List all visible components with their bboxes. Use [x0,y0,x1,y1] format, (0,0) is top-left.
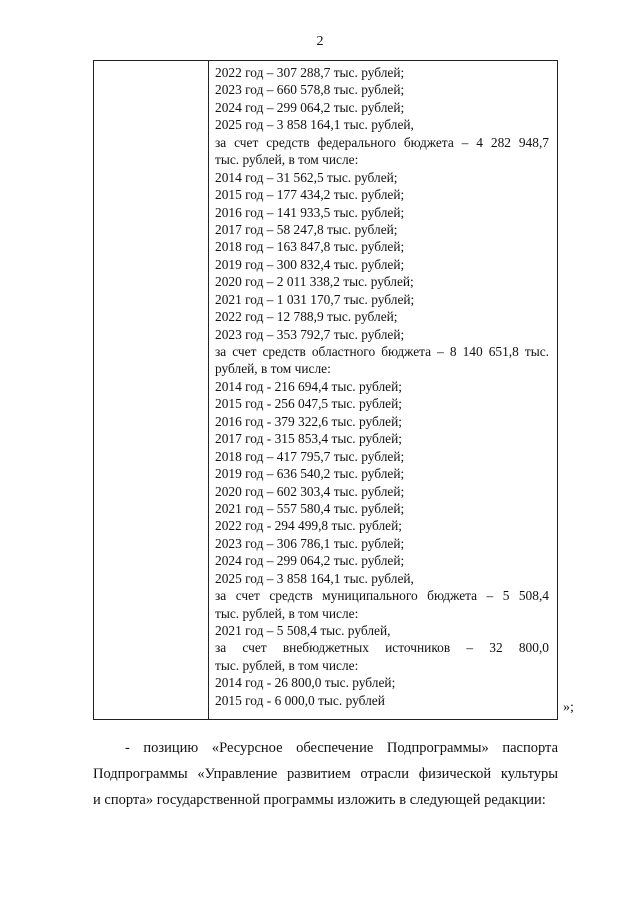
table-line: 2021 год – 1 031 170,7 тыс. рублей; [215,291,415,307]
funding-table [93,60,558,720]
table-line: 2015 год - 6 000,0 тыс. рублей [215,692,385,708]
table-line: 2021 год – 557 580,4 тыс. рублей; [215,500,405,516]
table-line: 2015 год - 256 047,5 тыс. рублей; [215,396,402,412]
table-line: 2023 год – 353 792,7 тыс. рублей; [215,326,405,342]
closing-quote-mark: »; [563,700,574,715]
table-line: 2021 год – 5 508,4 тыс. рублей, [215,623,391,638]
table-line: 2024 год – 299 064,2 тыс. рублей; [215,553,405,569]
table-line: 2025 год – 3 858 164,1 тыс. рублей, [215,117,414,133]
table-line: 2024 год – 299 064,2 тыс. рублей; [215,99,405,115]
table-line: 2018 год – 417 795,7 тыс. рублей; [215,448,405,464]
funding-details-cell [215,64,549,709]
table-line: за счет средств областного бюджета – 8 140 651,8 тыс. [215,344,549,359]
table-line: 2016 год – 141 933,5 тыс. рублей; [215,204,405,220]
table-line: за счет средств муниципального бюджета – 5 508,4 [215,588,549,604]
table-line: 2019 год – 636 540,2 тыс. рублей; [215,466,405,482]
table-line: 2014 год – 31 562,5 тыс. рублей; [215,169,398,185]
table-line: 2016 год - 379 322,6 тыс. рублей; [215,413,402,429]
table-line: 2019 год – 300 832,4 тыс. рублей; [215,256,405,272]
table-line: 2022 год – 12 788,9 тыс. рублей; [215,309,398,325]
table-line: 2017 год - 315 853,4 тыс. рублей; [215,431,402,447]
table-line: 2020 год – 2 011 338,2 тыс. рублей; [215,274,414,290]
table-line: рублей, в том числе: [215,361,331,377]
table-line: тыс. рублей, в том числе: [215,152,359,168]
table-line: тыс. рублей, в том числе: [215,657,359,673]
paragraph-line: и спорта» государственной программы изложить в следующей редакции: [93,792,546,808]
table-line: 2017 год – 58 247,8 тыс. рублей; [215,221,398,237]
table-line: 2023 год – 306 786,1 тыс. рублей; [215,535,405,551]
paragraph-line: - позицию «Ресурсное обеспечение Подпрограммы» паспорта [125,740,558,756]
table-line: 2022 год - 294 499,8 тыс. рублей; [215,518,402,534]
table-line: тыс. рублей, в том числе: [215,605,359,621]
table-line: 2014 год - 216 694,4 тыс. рублей; [215,378,402,394]
table-line: 2020 год – 602 303,4 тыс. рублей; [215,483,405,499]
table-line: 2018 год – 163 847,8 тыс. рублей; [215,239,405,255]
page-number: 2 [316,34,324,49]
table-line: 2022 год – 307 288,7 тыс. рублей; [215,65,405,80]
table-line: за счет внебюджетных источников – 32 800,0 [215,640,549,656]
table-line: 2014 год - 26 800,0 тыс. рублей; [215,675,396,691]
table-line: 2015 год – 177 434,2 тыс. рублей; [215,187,405,203]
table-line: 2025 год – 3 858 164,1 тыс. рублей, [215,570,414,586]
column-divider [208,61,209,719]
paragraph-line: Подпрограммы «Управление развитием отрасли физической культуры [93,766,558,782]
table-line: 2023 год – 660 578,8 тыс. рублей; [215,82,405,98]
table-line: за счет средств федерального бюджета – 4 282 948,7 [215,134,549,150]
